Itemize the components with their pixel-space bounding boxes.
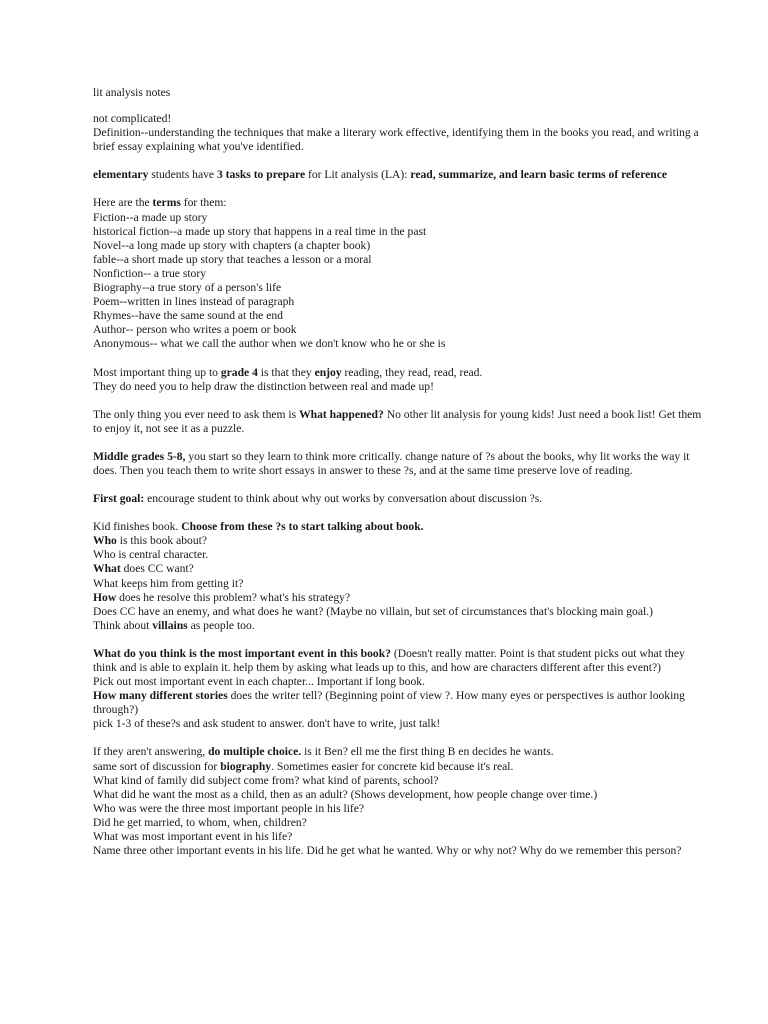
term-item: Author-- person who writes a poem or book	[93, 323, 297, 337]
term-item: fable--a short made up story that teaches a lesson or a moral	[93, 252, 372, 266]
text-run: does the writer tell? (Beginning point of view ?. How many eyes or perspectives is author looking through?)	[93, 689, 685, 717]
text-run: does CC want?	[120, 562, 194, 576]
term-item: Rhymes--have the same sound at the end	[93, 309, 283, 323]
pick-13-line: pick 1-3 of these?s and ask student to answer. don't have to write, just talk!	[93, 717, 441, 731]
text-run: Think about	[93, 618, 153, 632]
text-run: for Lit analysis (LA):	[305, 168, 411, 182]
bold-text: Who	[93, 534, 117, 548]
bio-question: Did he get married, to whom, when, children?	[93, 815, 307, 829]
text-run: does he resolve this problem? what's his strategy?	[116, 590, 351, 604]
text-run: The only thing you ever need to ask them is	[93, 407, 300, 421]
terms-list	[93, 211, 708, 352]
bio-question: What kind of family did subject come from? what kind of parents, school?	[93, 773, 439, 787]
question-how	[93, 591, 708, 605]
bold-text: What	[93, 562, 121, 576]
bold-text: 3 tasks to prepare	[216, 168, 306, 182]
stories-paragraph	[93, 689, 708, 717]
intro-line: not complicated!	[93, 112, 172, 126]
question-who	[93, 534, 708, 548]
bold-text: elementary	[93, 168, 149, 182]
important-event-paragraph	[93, 647, 708, 675]
text-run: you start so they learn to think more critically. change nature of ?s about the books, why lit works the way it does. Then you teach them to write short essays in answer to these ?s, and at the same time preserve love of reading.	[93, 449, 690, 477]
text-run: for them:	[180, 196, 227, 210]
bio-question: What was most important event in his life?	[93, 830, 293, 844]
text-run: is that they	[257, 365, 315, 379]
bold-text: How many different stories	[93, 689, 228, 703]
only-thing-paragraph	[93, 408, 708, 436]
bold-text: How	[93, 590, 117, 604]
text-run: Most important thing up to	[93, 365, 221, 379]
grade4-paragraph	[93, 366, 708, 380]
bold-text: do multiple choice.	[208, 745, 302, 759]
bold-text: biography	[220, 759, 272, 773]
question-keeps: What keeps him from getting it?	[93, 576, 244, 590]
bold-text: Choose from these ?s to start talking about book.	[181, 520, 424, 534]
text-run: No other lit analysis for young kids! Just need a book list! Get them to enjoy it, not see it as a puzzle.	[93, 407, 702, 435]
elementary-paragraph	[93, 168, 708, 182]
bold-text: terms	[152, 196, 181, 210]
question-enemy: Does CC have an enemy, and what does he want? (Maybe no villain, but set of circumstances that's blocking main goal.)	[93, 604, 653, 618]
grade4-line2: They do need you to help draw the distinction between real and made up!	[93, 379, 434, 393]
terms-intro	[93, 196, 708, 210]
bold-text: grade 4	[220, 365, 258, 379]
term-item: Nonfiction-- a true story	[93, 266, 207, 280]
text-run: is it Ben? ell me the first thing B en decides he wants.	[301, 745, 554, 759]
text-run: Kid finishes book.	[93, 520, 182, 534]
text-run: reading, they read, read, read.	[341, 365, 483, 379]
bold-text: First goal:	[93, 492, 145, 506]
text-run: encourage student to think about why out works by conversation about discussion ?s.	[144, 492, 543, 506]
bold-text: What happened?	[299, 407, 384, 421]
multiple-choice-line	[93, 745, 708, 759]
question-what	[93, 562, 708, 576]
bio-question: What did he want the most as a child, then as an adult? (Shows development, how people change over time.)	[93, 787, 598, 801]
term-item: Novel--a long made up story with chapters (a chapter book)	[93, 238, 371, 252]
text-run: . Sometimes easier for concrete kid because it's real.	[271, 759, 514, 773]
term-item: Anonymous-- what we call the author when we don't know who he or she is	[93, 337, 446, 351]
text-run: Here are the	[93, 196, 153, 210]
term-item: Poem--written in lines instead of paragraph	[93, 295, 295, 309]
doc-title: lit analysis notes	[93, 86, 171, 99]
biography-line	[93, 760, 708, 774]
question-central: Who is central character.	[93, 548, 209, 562]
text-run: If they aren't answering,	[93, 745, 209, 759]
first-goal-paragraph	[93, 492, 708, 506]
text-run: as people too.	[187, 618, 255, 632]
text-run: same sort of discussion for	[93, 759, 221, 773]
definition-paragraph: Definition--understanding the techniques that make a literary work effective, identifying them in the books you read, and writing a brief essay explaining what you've identified.	[93, 126, 699, 154]
bold-text: villains	[152, 618, 188, 632]
kid-finishes-line	[93, 520, 708, 534]
text-run: (Doesn't really matter. Point is that student picks out what they think and is able to explain it. help them by asking what leads up to this, and how are characters different after this event?)	[93, 646, 685, 674]
bold-text: enjoy	[314, 365, 342, 379]
text-run: is this book about?	[116, 534, 208, 548]
bold-text: Middle grades 5-8,	[93, 449, 186, 463]
bio-question: Who was were the three most important people in his life?	[93, 801, 365, 815]
bio-question: Name three other important events in his life. Did he get what he wanted. Why or why not? Why do we remember this person?	[93, 844, 682, 858]
term-item: Biography--a true story of a person's life	[93, 281, 282, 295]
text-run: students have	[148, 168, 217, 182]
pick-out-line: Pick out most important event in each chapter... Important if long book.	[93, 675, 425, 689]
term-item: historical fiction--a made up story that happens in a real time in the past	[93, 224, 427, 238]
bold-text: read, summarize, and learn basic terms of reference	[410, 168, 668, 182]
bold-text: What do you think is the most important event in this book?	[93, 646, 391, 660]
villains-line	[93, 619, 708, 633]
middle-grades-paragraph	[93, 450, 708, 478]
term-item: Fiction--a made up story	[93, 210, 208, 224]
